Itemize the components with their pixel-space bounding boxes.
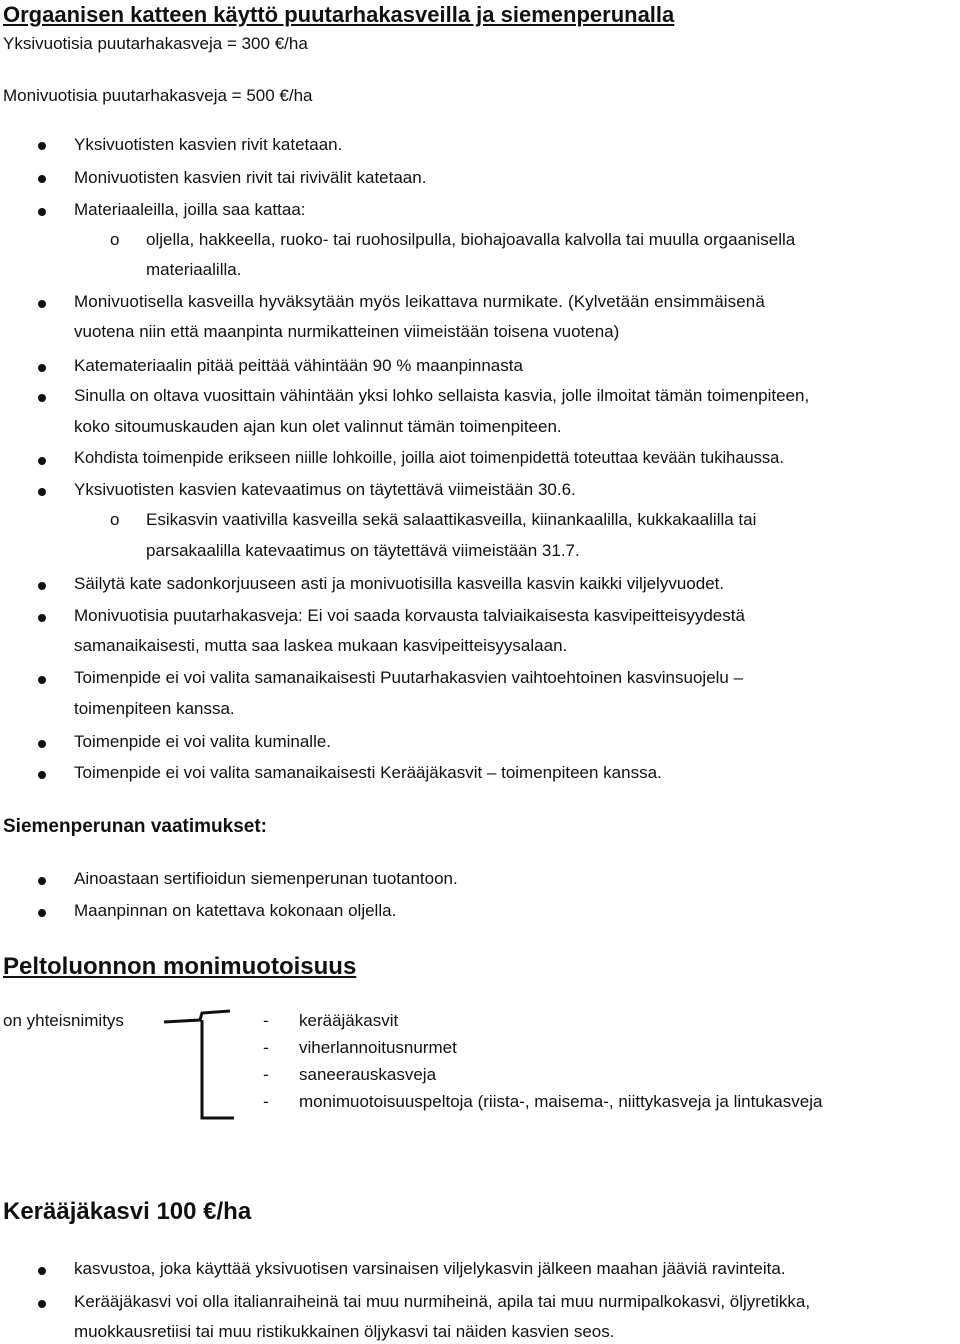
list-item: Katemateriaalin pitää peittää vähintään 90 % maanpinnasta	[74, 356, 523, 375]
list-item-cont: vuotena niin että maanpinta nurmikatteinen viimeistään toisena vuotena)	[74, 322, 620, 341]
sub-list-item-cont: parsakaalilla katevaatimus on täytettävä viimeistään 31.7.	[146, 541, 580, 560]
list-item-cont: samanaikaisesti, mutta saa laskea mukaan kasvipeitteisyysalaan.	[74, 636, 568, 655]
list-item: monimuotoisuuspeltoja (riista-, maisema-, niittykasveja ja lintukasveja	[299, 1092, 823, 1111]
list-item: kasvustoa, joka käyttää yksivuotisen varsinaisen viljelykasvin jälkeen maahan jääviä ravinteita.	[74, 1259, 786, 1278]
sub-list-item: oljella, hakkeella, ruoko- tai ruohosilpulla, biohajoavalla kalvolla tai muulla orgaanisella	[146, 230, 796, 249]
bullet-icon	[38, 1267, 46, 1275]
bullet-icon	[38, 142, 46, 150]
list-item-cont: muokkausretiisi tai muu ristikukkainen öljykasvi tai näiden kasvien seos.	[74, 1322, 615, 1341]
bullet-icon	[38, 877, 46, 885]
bullet-icon	[38, 394, 46, 402]
bullet-icon	[38, 582, 46, 590]
list-item-cont: koko sitoumuskauden ajan kun olet valinnut tämän toimenpiteen.	[74, 417, 562, 436]
bullet-icon	[38, 614, 46, 622]
bullet-icon	[38, 488, 46, 496]
list-item: saneerauskasveja	[299, 1065, 437, 1084]
list-item: Monivuotisia puutarhakasveja: Ei voi saada korvausta talviaikaisesta kasvipeitteisyydestä	[74, 606, 745, 625]
list-item: Materiaaleilla, joilla saa kattaa:	[74, 200, 306, 219]
sub-list-item-cont: materiaalilla.	[146, 260, 242, 279]
bullet-icon	[38, 457, 46, 465]
section-title-potato: Siemenperunan vaatimukset:	[3, 816, 267, 837]
dash-marker: -	[263, 1092, 269, 1111]
list-item-cont: toimenpiteen kanssa.	[74, 699, 235, 718]
list-item: kerääjäkasvit	[299, 1011, 399, 1030]
section-title-diversity: Peltoluonnon monimuotoisuus	[3, 953, 357, 980]
list-item: Monivuotisella kasveilla hyväksytään myös leikattava nurmikate. (Kylvetään ensimmäisenä	[74, 292, 765, 311]
brace-icon	[160, 1008, 240, 1128]
list-item: Monivuotisten kasvien rivit tai rivivälit katetaan.	[74, 168, 427, 187]
list-item: Toimenpide ei voi valita samanaikaisesti Puutarhakasvien vaihtoehtoinen kasvinsuojelu –	[74, 668, 744, 687]
section-title-organic: Orgaanisen katteen käyttö puutarhakasveilla ja siemenperunalla	[3, 2, 675, 27]
bullet-icon	[38, 175, 46, 183]
bullet-icon	[38, 676, 46, 684]
dash-marker: -	[263, 1038, 269, 1057]
bullet-icon	[38, 1300, 46, 1308]
list-item: Yksivuotisten kasvien rivit katetaan.	[74, 135, 343, 154]
bullet-icon	[38, 740, 46, 748]
list-item: Maanpinnan on katettava kokonaan oljella.	[74, 901, 397, 920]
list-item: Toimenpide ei voi valita samanaikaisesti Kerääjäkasvit – toimenpiteen kanssa.	[74, 763, 662, 782]
sub-bullet-icon: o	[110, 510, 120, 529]
dash-marker: -	[263, 1065, 269, 1084]
list-item: Ainoastaan sertifioidun siemenperunan tuotantoon.	[74, 869, 458, 888]
rate-perennial: Monivuotisia puutarhakasveja = 500 €/ha	[3, 86, 313, 105]
sub-bullet-icon: o	[110, 230, 120, 249]
bullet-icon	[38, 771, 46, 779]
rate-annual: Yksivuotisia puutarhakasveja = 300 €/ha	[3, 34, 308, 53]
list-item: Toimenpide ei voi valita kuminalle.	[74, 732, 332, 751]
diversity-lead: on yhteisnimitys	[3, 1011, 124, 1030]
list-item: Sinulla on oltava vuosittain vähintään yksi lohko sellaista kasvia, jolle ilmoitat tämän toimenpiteen,	[74, 386, 810, 405]
dash-marker: -	[263, 1011, 269, 1030]
list-item: Säilytä kate sadonkorjuuseen asti ja monivuotisilla kasveilla kasvin kaikki viljelyvuodet.	[74, 574, 725, 593]
list-item: Yksivuotisten kasvien katevaatimus on täytettävä viimeistään 30.6.	[74, 480, 576, 499]
list-item: Kerääjäkasvi voi olla italianraiheinä tai muu nurmiheinä, apila tai muu nurmipalkokasvi, öljyretikka,	[74, 1292, 811, 1311]
bullet-icon	[38, 300, 46, 308]
list-item: Kohdista toimenpide erikseen niille lohkoille, joilla aiot toimenpidettä toteuttaa kevään tukihaussa.	[74, 449, 784, 467]
section-title-catch: Kerääjäkasvi 100 €/ha	[3, 1198, 252, 1225]
bullet-icon	[38, 909, 46, 917]
bullet-icon	[38, 364, 46, 372]
bullet-icon	[38, 208, 46, 216]
sub-list-item: Esikasvin vaativilla kasveilla sekä salaattikasveilla, kiinankaalilla, kukkakaalilla tai	[146, 510, 757, 529]
list-item: viherlannoitusnurmet	[299, 1038, 457, 1057]
